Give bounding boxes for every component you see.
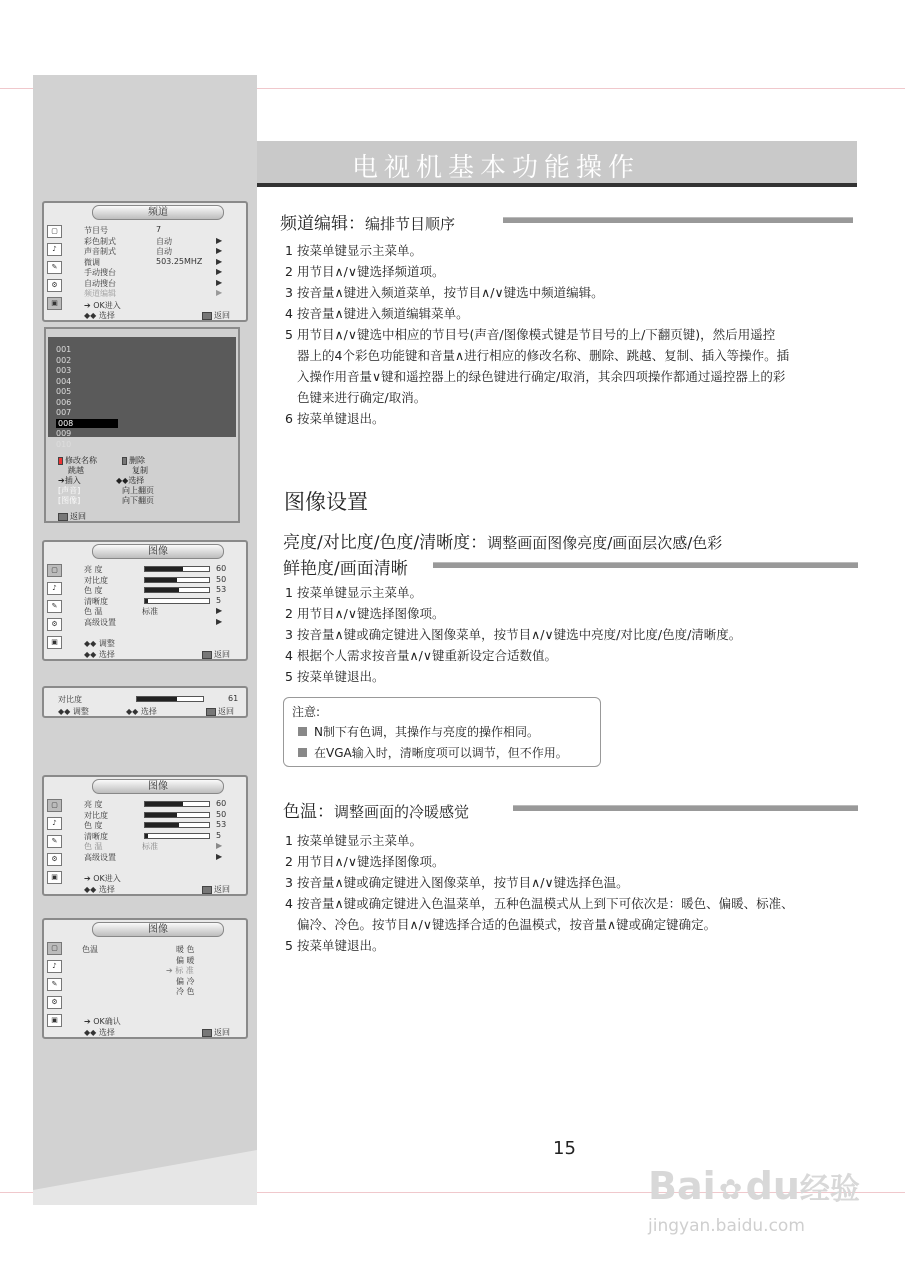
menu-key-icon: [202, 1029, 212, 1037]
menu-key-icon: [206, 708, 216, 716]
opt-insert: ➔插入: [58, 476, 81, 485]
step-number: 1: [285, 585, 293, 600]
colortemp-option[interactable]: 偏 暖: [176, 955, 195, 965]
adjust-hint: ◆◆ 调整: [58, 707, 89, 716]
menu-title: 图像: [92, 922, 224, 937]
heading-rule: [433, 562, 858, 568]
section-heading-channel-edit: [280, 209, 455, 234]
watermark-logo: [648, 1164, 860, 1208]
step-text-cont: 入操作用音量∨键和遥控器上的绿色键进行确定/取消，其余四项操作都通过遥控器上的彩: [297, 369, 786, 384]
menu-icon-column: [47, 564, 67, 654]
note-title: 注意:: [292, 705, 321, 719]
menu-icon-column: [47, 942, 67, 1032]
function-icon: ✎: [47, 600, 62, 613]
heading-sub: 编排节目顺序: [365, 215, 456, 233]
menu-icon-column: [47, 799, 67, 889]
note-box: [283, 697, 601, 767]
step-number: 5: [285, 938, 293, 953]
menu-row-label: 自动搜台: [84, 278, 116, 288]
heading-rule: [513, 805, 858, 811]
menu-row-value: 5: [216, 595, 222, 605]
opt-copy: 复制: [132, 466, 148, 475]
back-hint: [58, 511, 86, 522]
bullet-icon: [298, 748, 307, 757]
instruction-step: [285, 645, 557, 666]
section-heading-brightness: [283, 528, 722, 553]
paw-icon: ✿: [718, 1173, 743, 1206]
menu-row-label: 微调: [84, 257, 100, 267]
menu-row-value: 60: [216, 564, 227, 573]
menu-row-value: 标准: [142, 607, 158, 616]
heading-label: 频道编辑：: [280, 214, 365, 234]
watermark-brand: Bai: [648, 1164, 716, 1208]
menu-row-label: 色 温: [84, 842, 103, 851]
step-number: 1: [285, 833, 293, 848]
step-text: 按菜单键退出。: [297, 411, 385, 426]
value-slider[interactable]: [144, 812, 210, 818]
slider-fill: [145, 599, 148, 603]
watermark-brand3: 经验: [799, 1172, 860, 1207]
arrow-right-icon: ▶: [216, 616, 223, 626]
opt-insert-label: 插入: [64, 476, 81, 485]
opt-select: ◆◆选择: [116, 476, 145, 485]
heading-label: 色温：: [283, 802, 334, 822]
value-slider[interactable]: [144, 833, 210, 839]
channel-number[interactable]: 003: [56, 366, 72, 375]
arrow-right-icon: ▶: [216, 267, 223, 276]
instruction-step: [285, 282, 604, 303]
step-number: 4: [285, 648, 293, 663]
menu-key-icon: [58, 513, 68, 521]
menu-title: 图像: [92, 779, 224, 794]
back-label: 返回: [214, 885, 230, 894]
heading-rule: [503, 217, 853, 223]
back-hint: [202, 649, 230, 660]
step-text: 按菜单键显示主菜单。: [297, 585, 423, 600]
slider-fill: [145, 567, 183, 571]
step-text: 按音量∧键进入频道编辑菜单。: [297, 306, 469, 321]
channel-menu: [42, 201, 248, 322]
section-title-picture: 图像设置: [284, 490, 368, 514]
menu-row-label: 高级设置: [84, 852, 116, 862]
step-text: 根据个人需求按音量∧/∨键重新设定合适数值。: [297, 648, 558, 663]
select-label: 选择: [140, 707, 157, 716]
opt-skip: 跳越: [68, 466, 84, 475]
contrast-label: 对比度: [58, 695, 82, 704]
value-slider[interactable]: [144, 587, 210, 593]
sound-icon: ♪: [47, 243, 62, 256]
bullet-icon: [298, 727, 307, 736]
step-number: 4: [285, 306, 293, 321]
step-number: 1: [285, 243, 293, 258]
settings-icon: ⚙: [47, 618, 62, 631]
opt-select-label: 选择: [128, 476, 145, 485]
colortemp-menu: [42, 918, 248, 1039]
step-text: 用节目∧/∨键选择图像项。: [297, 854, 445, 869]
picture-icon: ▢: [47, 225, 62, 238]
menu-row-value: 53: [216, 820, 227, 829]
step-number: 3: [285, 627, 293, 642]
step-number: 4: [285, 896, 293, 911]
back-hint: [202, 310, 230, 321]
menu-row-value: 60: [216, 799, 227, 808]
step-text-cont: 偏冷、冷色。按节目∧/∨键选择合适的色温模式，按音量∧键或确定键确定。: [297, 917, 717, 932]
slider-fill: [145, 813, 177, 817]
arrow-right-icon: ▶: [216, 288, 223, 297]
opt-delete-label: 删除: [129, 456, 145, 465]
arrow-right-icon: ▶: [216, 256, 223, 266]
ok-label: OK进入: [93, 301, 121, 310]
settings-icon: ⚙: [47, 996, 62, 1009]
channel-number[interactable]: 002: [56, 355, 72, 365]
menu-row-value: 自动: [156, 236, 172, 246]
step-text: 按菜单键显示主菜单。: [297, 833, 423, 848]
instruction-step: [285, 851, 445, 872]
colortemp-option[interactable]: ➔ 标 准: [166, 966, 194, 975]
menu-row-label: 对比度: [84, 575, 108, 585]
value-slider[interactable]: [144, 801, 210, 807]
menu-row-label: 手动搜台: [84, 268, 116, 277]
settings-icon: ⚙: [47, 853, 62, 866]
note-item: [298, 723, 539, 740]
step-text: 按音量∧键进入频道菜单，按节目∧/∨键选中频道编辑。: [297, 285, 604, 300]
channel-number[interactable]: 008: [56, 419, 118, 428]
ok-label: OK确认: [93, 1017, 121, 1026]
slider-fill: [145, 578, 177, 582]
slider-fill: [145, 823, 179, 827]
menu-row-value: 7: [156, 225, 162, 234]
menu-row-value: 5: [216, 830, 222, 840]
note-text: 在VGA输入时，清晰度项可以调节，但不作用。: [314, 746, 568, 760]
menu-row-label: 频道编辑: [84, 289, 116, 298]
slider-fill: [145, 588, 179, 592]
sound-icon: ♪: [47, 817, 62, 830]
colortemp-option[interactable]: 暖 色: [176, 945, 195, 954]
arrow-right-icon: ▶: [216, 246, 223, 255]
function-icon: ✎: [47, 261, 62, 274]
menu-row-value: 503.25MHZ: [156, 256, 203, 266]
back-hint: [202, 1027, 230, 1038]
channel-number[interactable]: 004: [56, 376, 72, 386]
heading-sub: 调整画面图像亮度/画面层次感/色彩: [487, 534, 723, 552]
page-title: 电视机基本功能操作: [352, 153, 641, 183]
picture-icon: ▢: [47, 564, 62, 577]
ok-hint: ➔ OK进入: [84, 301, 121, 310]
page-header: [257, 141, 857, 187]
watermark-url: jingyan.baidu.com: [648, 1216, 805, 1236]
channel-edit-menu: [44, 327, 240, 523]
sound-icon: ♪: [47, 582, 62, 595]
instruction-step: [285, 872, 629, 893]
menu-row-value: 自动: [156, 247, 172, 256]
select-label: 选择: [98, 885, 115, 894]
menu-row-label: 高级设置: [84, 617, 116, 627]
function-icon: ✎: [47, 835, 62, 848]
menu-row-value: 50: [216, 809, 227, 819]
contrast-adjust-bar: [42, 686, 248, 718]
channel-list: [48, 337, 236, 449]
opt-pageup: 向上翻页: [122, 486, 154, 495]
step-number: 5: [285, 327, 293, 342]
adjust-hint: ◆◆ 调整: [84, 639, 115, 648]
value-slider[interactable]: [144, 566, 210, 572]
menu-row-label: 色 度: [84, 586, 103, 595]
yellow-key-icon: [122, 457, 127, 465]
menu-row-label: 色 度: [84, 821, 103, 830]
step-text: 按音量∧键或确定键进入图像菜单，按节目∧/∨键选中亮度/对比度/色度/清晰度。: [297, 627, 742, 642]
arrow-right-icon: ▶: [216, 235, 223, 245]
picture-icon: ▢: [47, 942, 62, 955]
menu-row-label: 色 温: [84, 607, 103, 616]
opt-rename-label: 修改名称: [65, 456, 97, 465]
menu-key-icon: [202, 886, 212, 894]
step-number: 3: [285, 285, 293, 300]
ok-label: OK进入: [93, 874, 121, 883]
contrast-fill: [137, 697, 177, 701]
instruction-step: [285, 303, 469, 324]
back-hint: [206, 706, 234, 717]
step-number: 2: [285, 854, 293, 869]
note-text: N制下有色调，其操作与亮度的操作相同。: [314, 725, 539, 739]
arrow-right-icon: ▶: [216, 606, 223, 615]
step-text: 按菜单键显示主菜单。: [297, 243, 423, 258]
red-key-icon: [58, 457, 63, 465]
instruction-step: [285, 408, 385, 429]
select-label: 选择: [98, 650, 115, 659]
step-number: 3: [285, 875, 293, 890]
page-number: 15: [553, 1138, 576, 1159]
select-hint: ◆◆ 选择: [126, 707, 157, 716]
sidebar-foot: [33, 1150, 257, 1205]
channel-icon: ▣: [47, 636, 62, 649]
select-hint: ◆◆ 选择: [84, 650, 115, 659]
channel-icon: ▣: [47, 1014, 62, 1027]
channel-number[interactable]: 007: [56, 408, 72, 417]
step-text: 按菜单键退出。: [297, 938, 385, 953]
menu-row-label: 清晰度: [84, 831, 108, 841]
section-heading-brightness-2: 鲜艳度/画面清晰: [283, 559, 408, 579]
channel-icon: ▣: [47, 297, 62, 310]
step-text: 按菜单键退出。: [297, 669, 385, 684]
menu-row-label: 亮 度: [84, 800, 103, 809]
picture-menu: [42, 540, 248, 661]
select-label: 选择: [98, 1028, 115, 1037]
value-slider[interactable]: [144, 577, 210, 583]
settings-icon: ⚙: [47, 279, 62, 292]
menu-row-value: 50: [216, 574, 227, 584]
slider-fill: [145, 802, 183, 806]
note-item: [298, 744, 568, 761]
instruction-step: [285, 830, 422, 851]
ok-hint: ➔ OK进入: [84, 874, 121, 883]
menu-row-value: 53: [216, 585, 227, 594]
menu-title: 频道: [92, 205, 224, 220]
channel-number[interactable]: 006: [56, 397, 72, 407]
select-label: 选择: [98, 311, 115, 320]
step-text: 用节目∧/∨键选中相应的节目号(声音/图像模式键是节目号的上/下翻页键)，然后用遥控: [297, 327, 776, 342]
section-heading-colortemp: [283, 797, 469, 822]
colortemp-label: 色温: [82, 945, 98, 954]
step-number: 5: [285, 669, 293, 684]
select-hint: ◆◆ 选择: [84, 1028, 115, 1037]
arrow-right-icon: ▶: [216, 277, 223, 287]
step-text: 按音量∧键或确定键进入色温菜单，五种色温模式从上到下可依次是：暖色、偏暖、标准、: [297, 896, 794, 911]
back-label: 返回: [214, 1028, 230, 1037]
back-label: 返回: [214, 311, 230, 320]
channel-number[interactable]: 009: [56, 429, 72, 438]
menu-row-label: 对比度: [84, 810, 108, 820]
heading-label: 亮度/对比度/色度/清晰度：: [283, 533, 488, 553]
menu-row-value: 标准: [142, 842, 158, 851]
channel-number[interactable]: 001: [56, 345, 72, 354]
colortemp-option[interactable]: 偏 冷: [176, 976, 195, 986]
instruction-step: [285, 624, 741, 645]
instruction-step: [285, 935, 385, 956]
select-hint: ◆◆ 选择: [84, 885, 115, 894]
menu-key-icon: [202, 651, 212, 659]
channel-number[interactable]: 010: [56, 439, 72, 449]
menu-key-icon: [202, 312, 212, 320]
step-text: 用节目∧/∨键选择图像项。: [297, 606, 445, 621]
back-hint: [202, 884, 230, 895]
step-number: 2: [285, 264, 293, 279]
ok-hint: ➔ OK确认: [84, 1017, 121, 1026]
back-label: 返回: [218, 707, 234, 716]
menu-row-label: 声音制式: [84, 247, 116, 256]
contrast-slider[interactable]: [136, 696, 204, 702]
channel-number[interactable]: 005: [56, 387, 72, 396]
step-number: 6: [285, 411, 293, 426]
back-label: 返回: [214, 650, 230, 659]
arrow-right-icon: ▶: [216, 851, 223, 861]
step-text-cont: 色键来进行确定/取消。: [297, 390, 427, 405]
opt-sound: [声音]: [58, 486, 81, 495]
step-number: 2: [285, 606, 293, 621]
opt-pagedown: 向下翻页: [122, 496, 154, 505]
picture-menu-colortemp: [42, 775, 248, 896]
instruction-step: [285, 240, 422, 261]
step-text: 按音量∧键或确定键进入图像菜单，按节目∧/∨键选择色温。: [297, 875, 629, 890]
back-label: 返回: [70, 512, 86, 521]
menu-row-label: 彩色制式: [84, 236, 116, 246]
adjust-label: 调整: [72, 707, 89, 716]
heading-sub: 调整画面的冷暖感觉: [334, 803, 470, 821]
step-text-cont: 器上的4个彩色功能键和音量∧进行相应的修改名称、删除、跳越、复制、插入等操作。插: [297, 348, 790, 363]
sound-icon: ♪: [47, 960, 62, 973]
channel-icon: ▣: [47, 871, 62, 884]
menu-title: 图像: [92, 544, 224, 559]
slider-fill: [145, 834, 148, 838]
step-text: 用节目∧/∨键选择频道项。: [297, 264, 445, 279]
value-slider[interactable]: [144, 822, 210, 828]
adjust-label: 调整: [98, 639, 115, 648]
arrow-right-icon: ▶: [216, 841, 223, 850]
instruction-step: [285, 261, 445, 282]
menu-row-label: 清晰度: [84, 596, 108, 606]
contrast-value: 61: [228, 694, 239, 703]
picture-icon: ▢: [47, 799, 62, 812]
watermark-brand2: du: [745, 1164, 800, 1208]
instruction-step: [285, 893, 794, 914]
menu-row-label: 亮 度: [84, 565, 103, 574]
instruction-step: [285, 666, 385, 687]
menu-icon-column: [47, 225, 67, 315]
menu-row-label: 节目号: [84, 226, 108, 235]
instruction-step: [285, 603, 445, 624]
instruction-step: [285, 324, 775, 345]
function-icon: ✎: [47, 978, 62, 991]
instruction-step: [285, 582, 422, 603]
colortemp-option[interactable]: 冷 色: [176, 987, 195, 996]
select-hint: ◆◆ 选择: [84, 311, 115, 320]
opt-picture: [图像]: [58, 496, 81, 505]
value-slider[interactable]: [144, 598, 210, 604]
